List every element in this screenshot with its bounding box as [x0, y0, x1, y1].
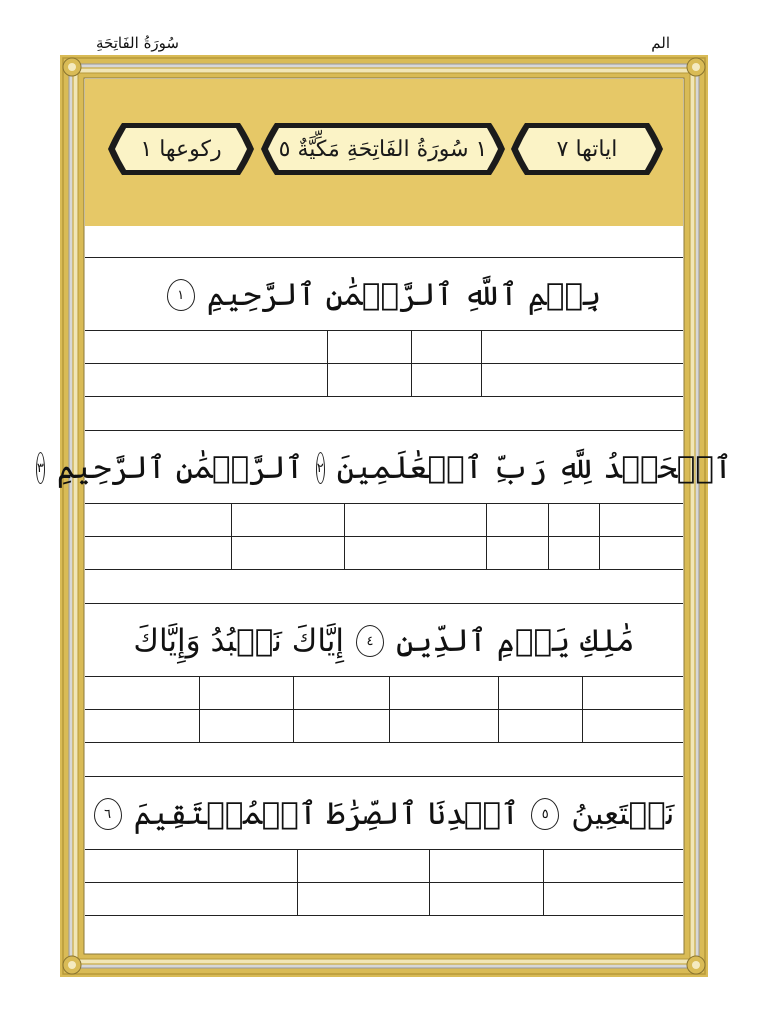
ayah-marker-3: ٣	[36, 452, 45, 484]
ayah-marker-1: ١	[167, 279, 195, 311]
worksheet-area	[36, 226, 733, 950]
rule-line	[85, 430, 683, 431]
grid-divider	[498, 676, 499, 742]
rule-line	[85, 603, 683, 604]
ayah-marker-5: ٥	[531, 798, 559, 830]
rule-line	[85, 742, 683, 743]
rule-line	[85, 330, 683, 331]
verse-5-end-text: نَسۡتَعِينُ	[571, 796, 675, 832]
grid-divider	[486, 503, 487, 569]
ayah-marker-6: ٦	[94, 798, 122, 830]
verse-4-text: مَٰلِكِ يَوۡمِ ٱلدِّينِ	[396, 623, 635, 659]
grid-divider	[389, 676, 390, 742]
grid-divider	[582, 676, 583, 742]
verse-2-text: ٱلۡحَمۡدُ لِلَّهِ رَبِّ ٱلۡعَٰلَمِينَ	[336, 450, 733, 486]
rule-line	[85, 676, 683, 677]
ayah-marker-4: ٤	[356, 625, 384, 657]
verse-5-6	[85, 779, 683, 849]
verse-1-text: بِسۡمِ ٱللَّهِ ٱلرَّحۡمَٰنِ ٱلرَّحِيمِ	[206, 277, 602, 313]
ruku-count-cartouche	[108, 117, 254, 181]
rule-line	[85, 536, 683, 537]
rule-line	[85, 257, 683, 258]
surah-name-label: ١ سُورَةُ الفَاتِحَةِ مَكِّيَّةٌ ٥	[278, 136, 488, 162]
grid-divider	[411, 330, 412, 396]
ruku-count-label: رکوعها ۱	[140, 136, 222, 162]
rule-line	[85, 882, 683, 883]
rule-line	[85, 709, 683, 710]
surah-name-cartouche	[261, 117, 505, 181]
verse-2-3	[36, 433, 733, 503]
grid-divider	[429, 849, 430, 915]
rule-line	[85, 569, 683, 570]
rule-line	[85, 776, 683, 777]
verse-1	[85, 260, 683, 330]
rule-line	[85, 363, 683, 364]
grid-divider	[481, 330, 482, 396]
grid-divider	[199, 676, 200, 742]
ayah-marker-2: ٢	[316, 452, 325, 484]
grid-divider	[543, 849, 544, 915]
grid-divider	[548, 503, 549, 569]
juz-header-title: الم	[651, 34, 670, 52]
verse-4	[85, 606, 683, 676]
verse-6-text: ٱهۡدِنَا ٱلصِّرَٰطَ ٱلۡمُسۡتَقِيمَ	[133, 796, 520, 832]
grid-divider	[327, 330, 328, 396]
verse-5-begin-text: إِيَّاكَ نَعۡبُدُ وَإِيَّاكَ	[133, 623, 345, 659]
ayah-count-cartouche	[511, 117, 663, 181]
grid-divider	[231, 503, 232, 569]
grid-divider	[293, 676, 294, 742]
grid-divider	[344, 503, 345, 569]
grid-divider	[297, 849, 298, 915]
surah-header-title: سُورَةُ الفَاتِحَةِ	[96, 34, 179, 52]
ayah-count-label: ایاتها ۷	[556, 136, 618, 162]
rule-line	[85, 915, 683, 916]
rule-line	[85, 503, 683, 504]
verse-3-text: ٱلرَّحۡمَٰنِ ٱلرَّحِيمِ	[56, 450, 304, 486]
rule-line	[85, 849, 683, 850]
rule-line	[85, 396, 683, 397]
grid-divider	[599, 503, 600, 569]
